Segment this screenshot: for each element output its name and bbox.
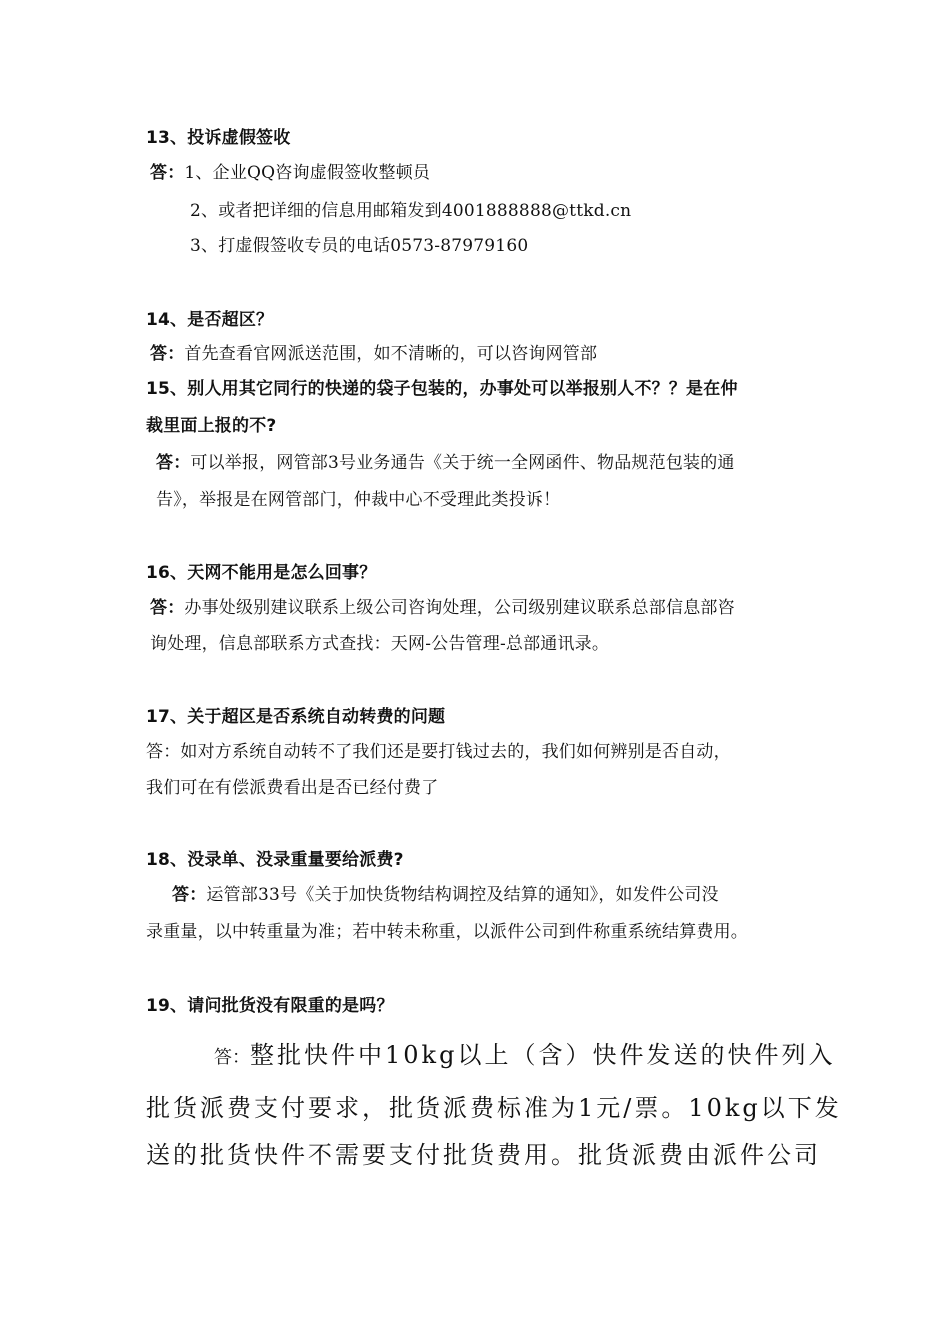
answer-18-text-1: 运管部33号《关于加快货物结构调控及结算的通知》，如发件公司没	[206, 885, 719, 905]
question-15-title-line-2: 裁里面上报的不?	[146, 416, 277, 436]
answer-label: 答：	[150, 598, 185, 618]
answer-label: 答：	[156, 453, 191, 473]
answer-19-line-3: 送的批货快件不需要支付批货费用。批货派费由派件公司	[146, 1141, 821, 1169]
question-15-title-line-1: 15、别人用其它同行的快递的袋子包装的，办事处可以举报别人不？？是在仲	[146, 379, 738, 399]
question-14-title: 14、是否超区？	[146, 310, 274, 330]
answer-18-line-2: 录重量，以中转重量为准；若中转未称重，以派件公司到件称重系统结算费用。	[146, 922, 748, 942]
question-17-title: 17、关于超区是否系统自动转费的问题	[146, 707, 446, 727]
answer-19-line-2: 批货派费支付要求，批货派费标准为1元/票。10kg以下发	[146, 1094, 842, 1122]
question-13-title: 13、投诉虚假签收	[146, 128, 291, 148]
question-19-title: 19、请问批货没有限重的是吗？	[146, 996, 394, 1016]
answer-13-line-3: 3、打虚假签收专员的电话0573-87979160	[190, 236, 529, 256]
question-16-title: 16、天网不能用是怎么回事？	[146, 563, 377, 583]
answer-16-line-2: 询处理，信息部联系方式查找：天网-公告管理-总部通讯录。	[150, 634, 610, 654]
answer-14-text-1: 首先查看官网派送范围，如不清晰的，可以咨询网管部	[184, 344, 598, 364]
answer-13-line-1	[150, 161, 430, 185]
answer-13-line-2: 2、或者把详细的信息用邮箱发到4001888888@ttkd.cn	[190, 201, 632, 221]
question-18-title: 18、没录单、没录重量要给派费?	[146, 850, 404, 870]
answer-label: 答：	[172, 885, 207, 905]
answer-15-text-1: 可以举报，网管部3号业务通告《关于统一全网函件、物品规范包装的通	[190, 453, 735, 473]
answer-17-line-1: 答：如对方系统自动转不了我们还是要打钱过去的，我们如何辨别是否自动，	[146, 742, 731, 762]
answer-16-line-1	[150, 596, 735, 620]
answer-label: 答：	[214, 1047, 250, 1068]
answer-14-line-1	[150, 342, 597, 366]
answer-19-text-1: 整批快件中10kg以上（含）快件发送的快件列入	[250, 1041, 836, 1069]
answer-18-line-1	[172, 883, 719, 907]
answer-label: 答：	[150, 163, 185, 183]
answer-15-line-1	[156, 451, 735, 475]
answer-15-line-2: 告》，举报是在网管部门，仲裁中心不受理此类投诉！	[156, 490, 561, 510]
answer-17-line-2: 我们可在有偿派费看出是否已经付费了	[146, 778, 439, 798]
answer-label: 答：	[150, 344, 185, 364]
answer-19-line-1	[214, 1038, 835, 1075]
answer-13-text-1: 1、企业QQ咨询虚假签收整顿员	[184, 163, 431, 183]
answer-16-text-1: 办事处级别建议联系上级公司咨询处理，公司级别建议联系总部信息部咨	[184, 598, 735, 618]
